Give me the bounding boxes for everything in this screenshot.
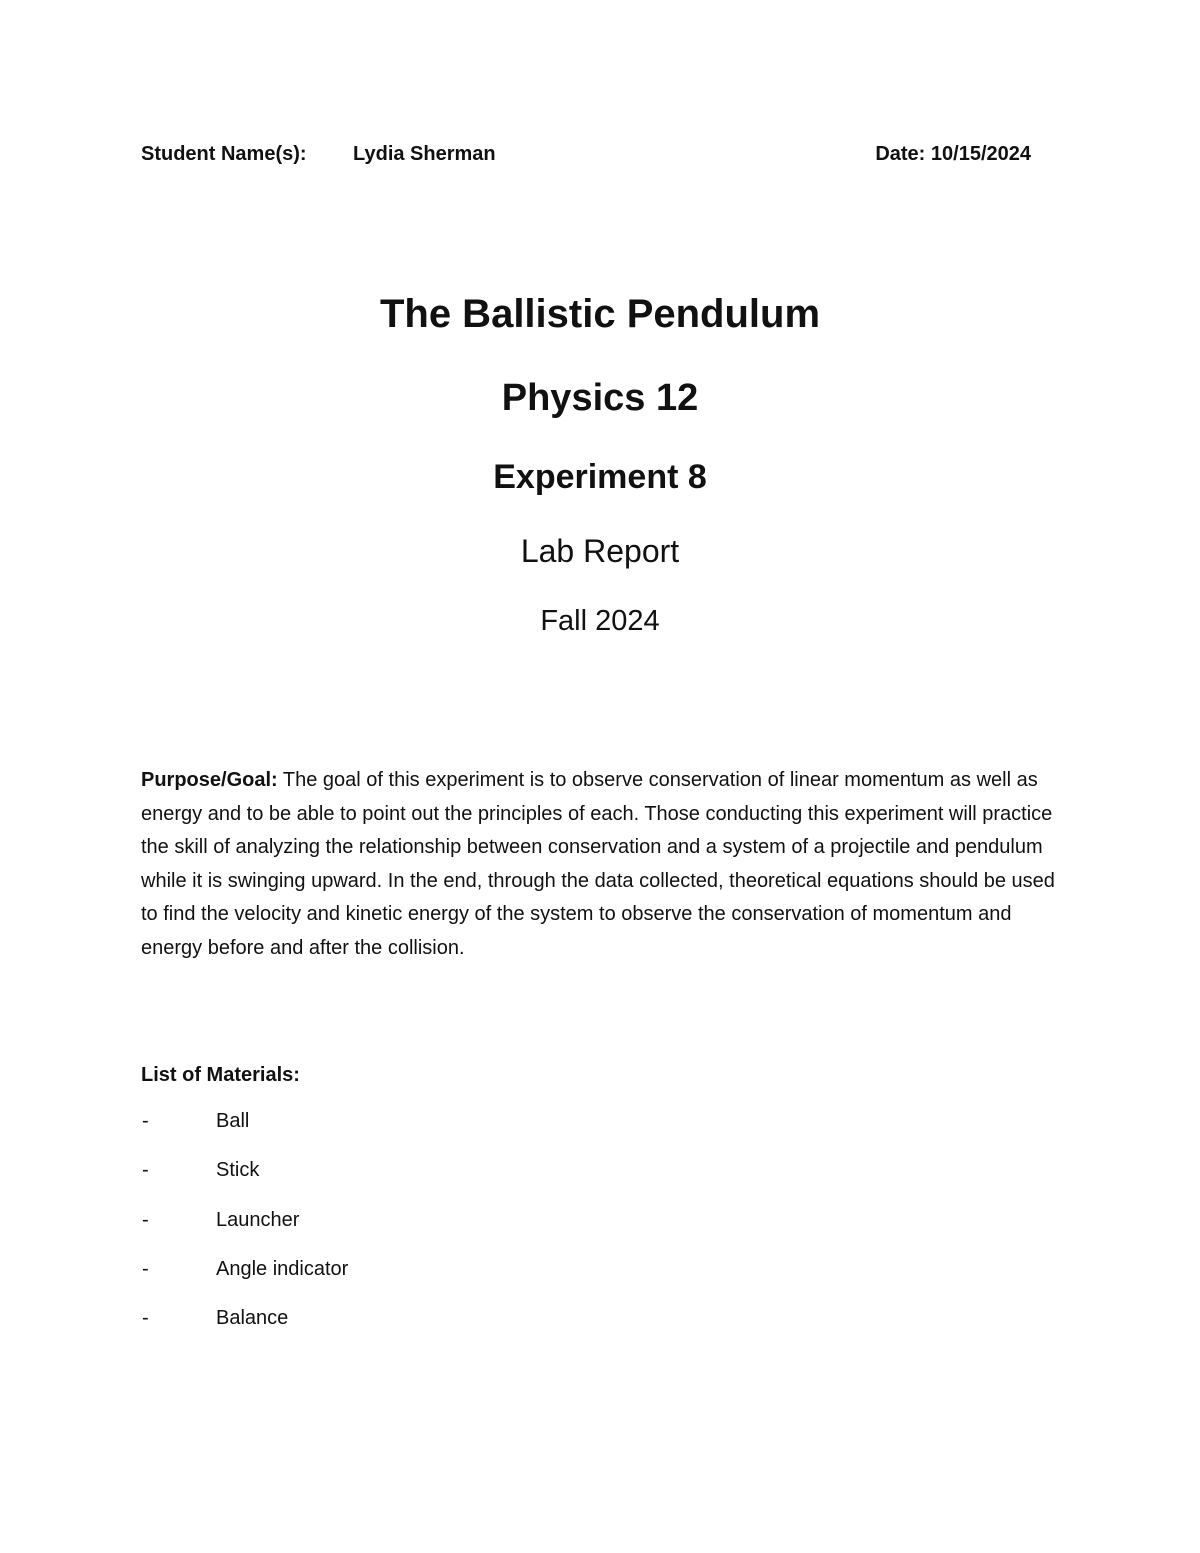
- material-label: Angle indicator: [216, 1257, 349, 1280]
- materials-list: [141, 1110, 541, 1356]
- header-row: [141, 143, 1031, 171]
- material-label: Balance: [216, 1307, 289, 1330]
- materials-heading: List of Materials:: [141, 1064, 300, 1086]
- list-item: [141, 1159, 541, 1208]
- purpose-paragraph: [141, 764, 1061, 966]
- list-marker: -: [142, 1159, 149, 1182]
- purpose-text: The goal of this experiment is to observe conservation of linear momentum as well as energy and to be able to point out the principles of each. Those conducting this experiment will practice the skill of analyzing the relationship between conservation and a system of a projectile and pendulum while it is swinging upward. In the end, through the data collected, theoretical equations should be used to find the velocity and kinetic energy of the system to observe the conservation of momentum and energy before and after the collision.: [141, 769, 1055, 959]
- list-item: [141, 1110, 541, 1159]
- term: Fall 2024: [540, 605, 660, 637]
- material-label: Stick: [216, 1159, 260, 1182]
- student-name-label: Student Name(s):: [141, 143, 307, 165]
- list-marker: -: [142, 1257, 149, 1280]
- list-marker: -: [142, 1110, 149, 1132]
- list-marker: -: [142, 1208, 149, 1231]
- student-name-value: Lydia Sherman: [353, 143, 496, 165]
- material-label: Launcher: [216, 1208, 300, 1231]
- experiment-number: Experiment 8: [493, 458, 707, 496]
- course-name: Physics 12: [501, 377, 699, 419]
- list-item: [141, 1307, 541, 1356]
- purpose-label: Purpose/Goal:: [141, 769, 278, 791]
- date-field: Date: 10/15/2024: [875, 143, 1031, 165]
- list-item: [141, 1258, 541, 1307]
- report-type: Lab Report: [520, 533, 680, 569]
- report-title: The Ballistic Pendulum: [379, 292, 821, 336]
- material-label: Ball: [216, 1110, 250, 1132]
- list-marker: -: [142, 1307, 149, 1330]
- list-item: [141, 1209, 541, 1258]
